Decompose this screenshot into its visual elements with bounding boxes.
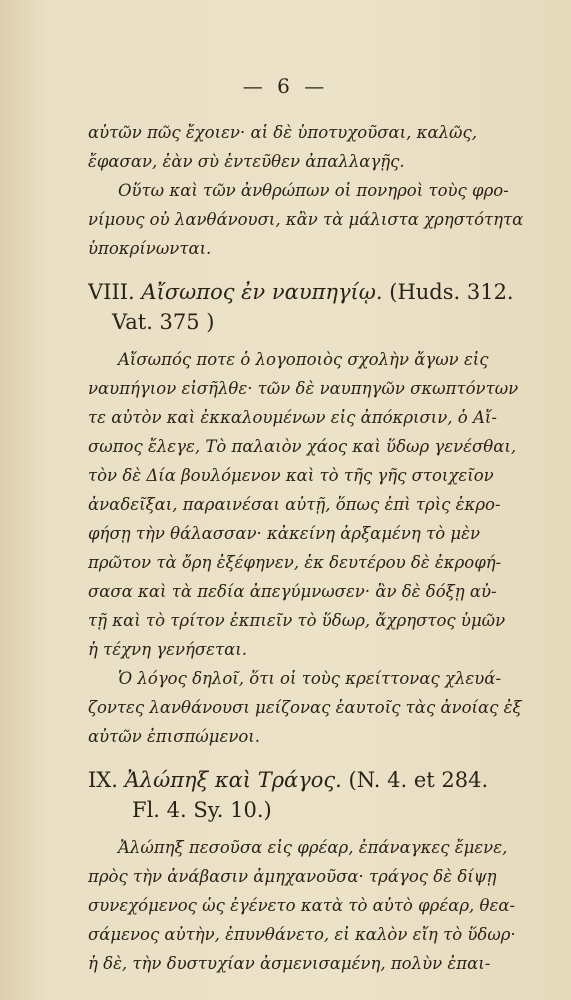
fable-title: Αἴσωπος ἐν ναυπηγίῳ. — [141, 280, 383, 304]
text-line: σωπος ἔλεγε, Τὸ παλαιὸν χάος καὶ ὕδωρ γενέσθαι, — [88, 437, 517, 456]
moral-line: Οὕτω καὶ τῶν ἀνθρώπων οἱ πονηροὶ τοὺς φρο- — [118, 181, 509, 200]
fable-reference: Vat. 375 ) — [112, 310, 215, 334]
text-line: σασα καὶ τὰ πεδία ἀπεγύμνωσεν· ἂν δὲ δόξῃ αὐ- — [88, 582, 497, 601]
fable-ix — [88, 765, 544, 978]
fable-number: VIII. — [88, 280, 135, 304]
fable-title: Ἀλώπηξ καὶ Τράγος. — [124, 768, 342, 792]
text-line: αὐτῶν πῶς ἔχοιεν· αἱ δὲ ὑποτυχοῦσαι, καλῶς, — [88, 123, 477, 142]
text-line: φήσῃ τὴν θάλασσαν· κἀκείνη ἀρξαμένη τὸ μὲν — [88, 524, 480, 543]
text-line: ναυπήγιον εἰσῆλθε· τῶν δὲ ναυπηγῶν σκωπτόντων — [88, 379, 519, 398]
text-line: ἔφασαν, ἐὰν σὺ ἐντεῦθεν ἀπαλλαγῇς. — [88, 152, 405, 171]
fable-reference-continued — [88, 307, 544, 337]
fable-reference-continued — [88, 795, 544, 825]
continued-fable — [88, 118, 544, 263]
page-number: — 6 — — [242, 74, 329, 98]
moral-line: Ὁ λόγος δηλοῖ, ὅτι οἱ τοὺς κρείττονας χλευά- — [118, 669, 502, 688]
text-line: συνεχόμενος ὡς ἐγένετο κατὰ τὸ αὐτὸ φρέαρ, θεα- — [88, 896, 516, 915]
fable-reference: (N. 4. et 284. — [348, 768, 489, 792]
text-line: Αἴσωπός ποτε ὁ λογοποιὸς σχολὴν ἄγων εἰς — [118, 350, 489, 369]
text-line: σάμενος αὐτὴν, ἐπυνθάνετο, εἰ καλὸν εἴη τὸ ὕδωρ· — [88, 925, 516, 944]
text-line: ἡ δὲ, τὴν δυστυχίαν ἀσμενισαμένη, πολὺν ἐπαι- — [88, 954, 491, 973]
text-line: ἀναδεῖξαι, παραινέσαι αὐτῇ, ὅπως ἐπὶ τρὶς ἐκρο- — [88, 495, 501, 514]
moral-line: νίμους οὐ λανθάνουσι, κἂν τὰ μάλιστα χρηστότητα — [88, 210, 524, 229]
text-line: τὸν δὲ Δία βουλόμενον καὶ τὸ τῆς γῆς στοιχεῖον — [88, 466, 494, 485]
text-line: ἡ τέχνη γενήσεται. — [88, 640, 248, 659]
moral-line: αὐτῶν ἐπισπώμενοι. — [88, 727, 261, 746]
moral-line: ζοντες λανθάνουσι μείζονας ἑαυτοῖς τὰς ἀνοίας ἐξ — [88, 698, 522, 717]
fable-number: IX. — [88, 768, 118, 792]
text-line: πρῶτον τὰ ὄρη ἐξέφηνεν, ἐκ δευτέρου δὲ ἐκροφή- — [88, 553, 502, 572]
text-line: Ἀλώπηξ πεσοῦσα εἰς φρέαρ, ἐπάναγκες ἔμενε, — [118, 838, 508, 857]
fable-reference: (Huds. 312. — [389, 280, 514, 304]
moral-line: ὑποκρίνωνται. — [88, 239, 212, 258]
fable-viii — [88, 277, 544, 751]
page-text — [88, 118, 544, 978]
text-line: τῇ καὶ τὸ τρίτον ἐκπιεῖν τὸ ὕδωρ, ἄχρηστος ὑμῶν — [88, 611, 506, 630]
fable-reference: Fl. 4. Sy. 10.) — [132, 798, 272, 822]
fable-heading — [88, 765, 544, 795]
text-line: πρὸς τὴν ἀνάβασιν ἀμηχανοῦσα· τράγος δὲ δίψῃ — [88, 867, 497, 886]
fable-heading — [88, 277, 544, 307]
text-line: τε αὐτὸν καὶ ἐκκαλουμένων εἰς ἀπόκρισιν, ὁ Αἴ- — [88, 408, 497, 427]
